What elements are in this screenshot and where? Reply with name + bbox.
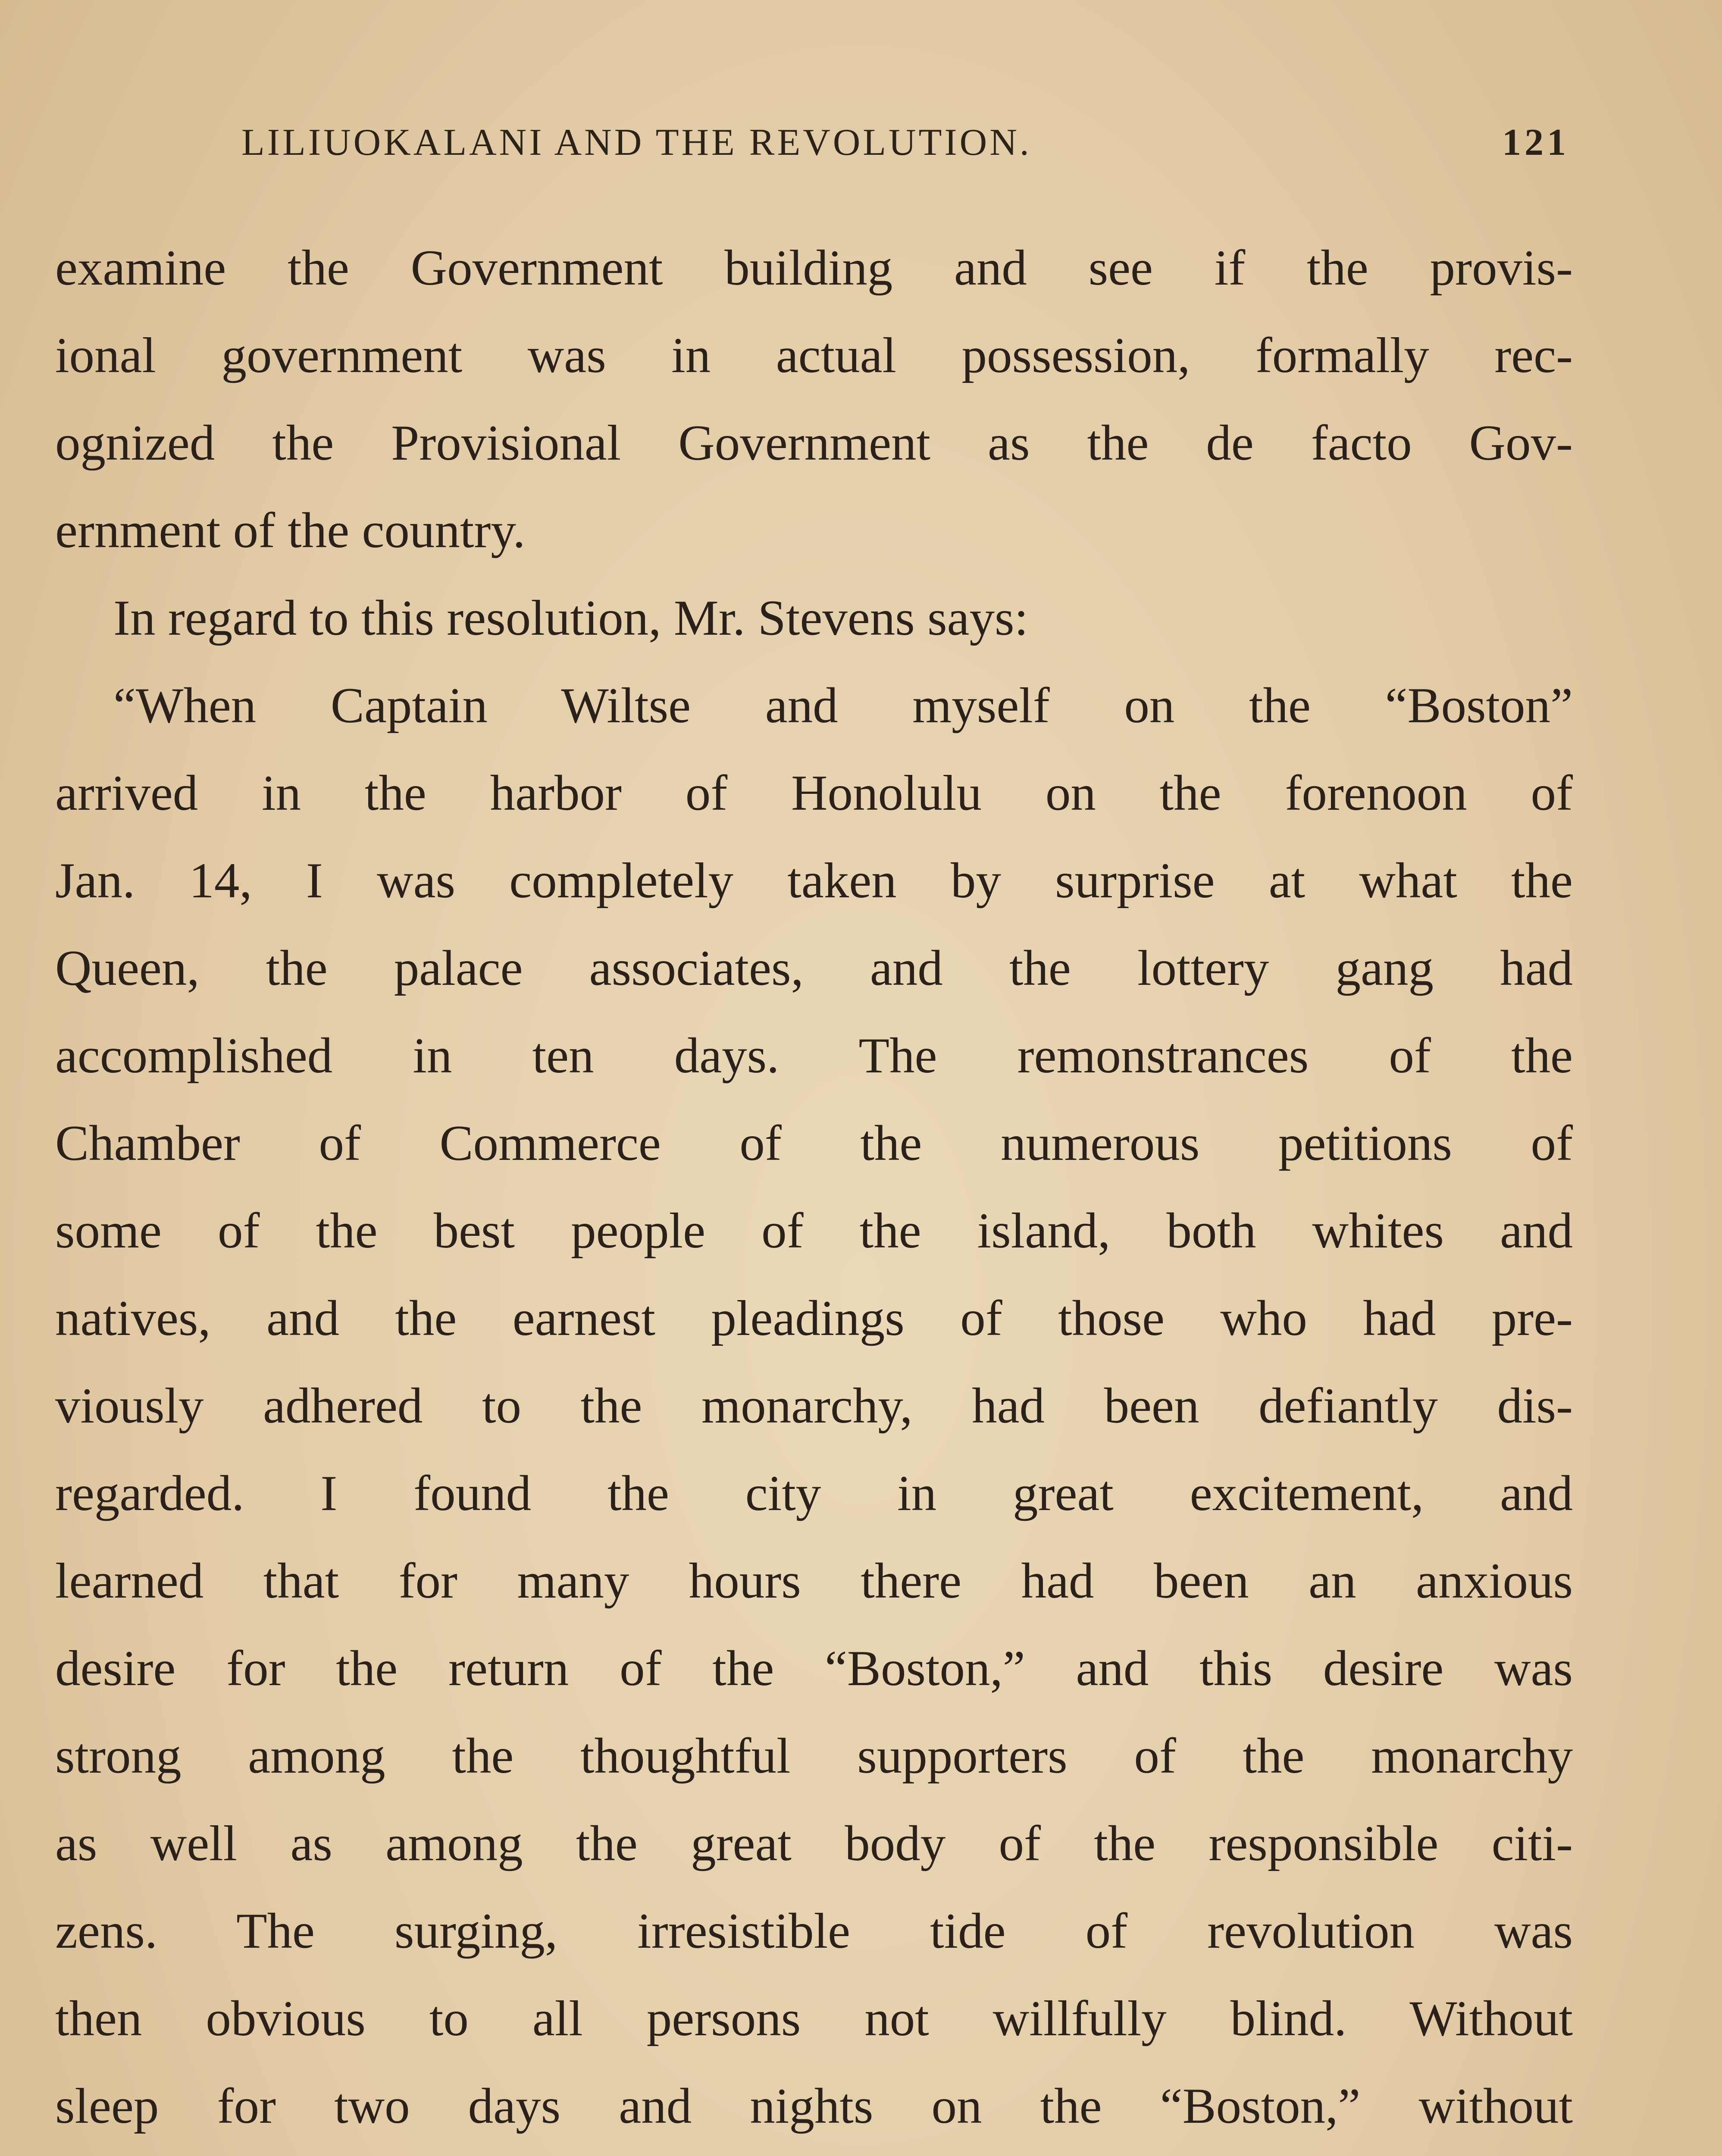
text-line: as well as among the great body of the responsible citi- (55, 1816, 1573, 1871)
text-line: zens. The surging, irresistible tide of revolution was (55, 1903, 1573, 1959)
running-header (241, 116, 1569, 168)
text-line: desire for the return of the “Boston,” and this desire was (55, 1641, 1573, 1696)
body-text (55, 224, 1573, 2156)
text-line: examine the Government building and see if the provis- (55, 240, 1573, 296)
text-line: regarded. I found the city in great excitement, and (55, 1466, 1573, 1521)
text-line: learned that for many hours there had been an anxious (55, 1553, 1573, 1609)
text-line: ognized the Provisional Government as the de facto Gov- (55, 415, 1573, 471)
text-line: some of the best people of the island, both whites and (55, 1203, 1573, 1259)
text-line: ional government was in actual possession, formally rec- (55, 328, 1573, 383)
text-line: In regard to this resolution, Mr. Stevens says: (113, 590, 1028, 646)
text-line: natives, and the earnest pleadings of those who had pre- (55, 1291, 1573, 1346)
text-line: Jan. 14, I was completely taken by surprise at what the (55, 853, 1573, 909)
text-line: sleep for two days and nights on the “Boston,” without (55, 2078, 1573, 2134)
text-line: accomplished in ten days. The remonstrances of the (55, 1028, 1573, 1084)
text-line: Chamber of Commerce of the numerous petitions of (55, 1116, 1573, 1171)
text-line: arrived in the harbor of Honolulu on the forenoon of (55, 765, 1573, 821)
text-line: Queen, the palace associates, and the lottery gang had (55, 940, 1573, 996)
text-line: “When Captain Wiltse and myself on the “Boston” (113, 678, 1573, 733)
text-line: viously adhered to the monarchy, had been defiantly dis- (55, 1378, 1573, 1434)
text-line: then obvious to all persons not willfully blind. Without (55, 1991, 1573, 2046)
text-line: strong among the thoughtful supporters of the monarchy (55, 1728, 1573, 1784)
text-line: ernment of the country. (55, 503, 526, 558)
text-line (55, 2150, 1573, 2156)
page-number: 121 (1502, 121, 1569, 163)
running-title: LILIUOKALANI AND THE REVOLUTION. (241, 121, 1032, 163)
